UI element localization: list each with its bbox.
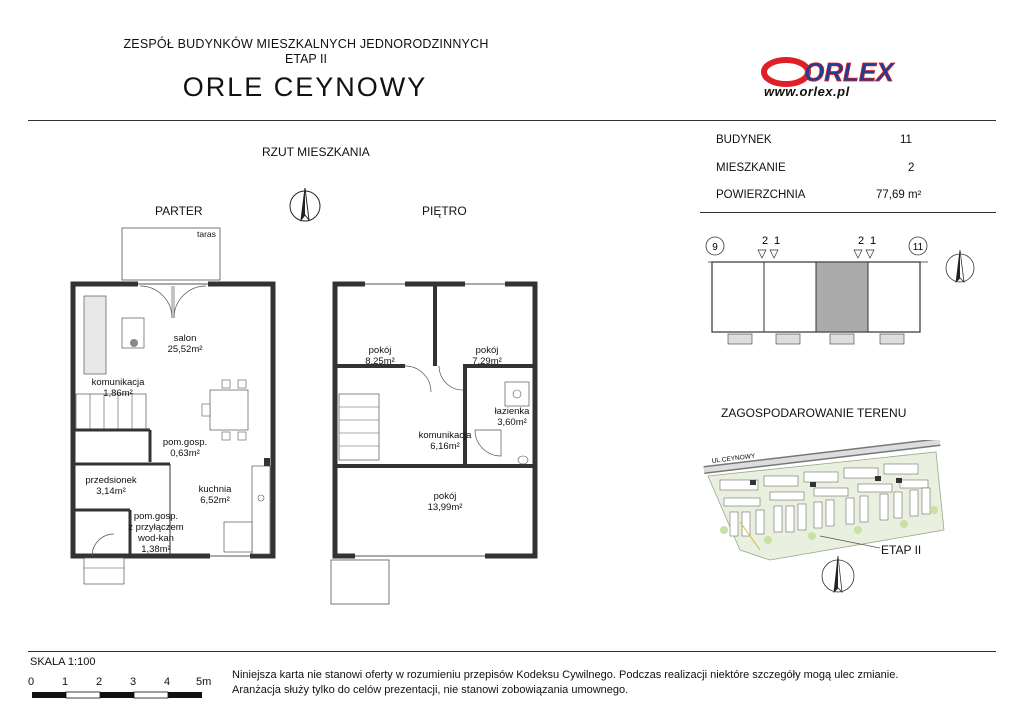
project-subtitle: ZESPÓŁ BUDYNKÓW MIESZKALNYCH JEDNORODZINNYCH xyxy=(123,37,489,51)
room-komunikacja xyxy=(85,377,151,399)
scale-tick: 0 xyxy=(28,676,35,688)
room-area: 0,63m² xyxy=(170,448,200,459)
site-title: ZAGOSPODAROWANIE TERENU xyxy=(721,406,907,420)
room-name: pokój xyxy=(433,491,457,502)
room-name: salon xyxy=(173,333,197,344)
logo-brand: ORLEX xyxy=(804,57,894,87)
room-name: pom.gosp. xyxy=(133,511,179,522)
room-pokoj-1 xyxy=(355,345,405,367)
flat-label: MIESZKANIE xyxy=(716,162,786,174)
room-pokoj-2 xyxy=(462,345,512,367)
room-salon xyxy=(155,333,215,355)
info-rule xyxy=(700,212,996,213)
room-name-2: z przyłączem xyxy=(128,522,184,533)
upper-floor-label: PIĘTRO xyxy=(422,204,467,218)
room-area: 3,14m² xyxy=(96,486,126,497)
room-kuchnia xyxy=(190,484,240,506)
area-value: 77,69 m² xyxy=(876,189,922,201)
terrace-label: taras xyxy=(197,229,216,239)
project-stage: ETAP II xyxy=(285,52,327,66)
room-name: komunikacja xyxy=(91,377,145,388)
site-plan xyxy=(700,440,960,600)
room-name: pokój xyxy=(475,345,499,356)
scale-tick: 3 xyxy=(130,676,137,688)
room-name-3: wod-kan xyxy=(138,533,174,544)
room-pokoj-3 xyxy=(415,491,475,513)
room-area: 1,38m² xyxy=(141,544,171,555)
street-label: UL.CEYNOWY xyxy=(711,452,756,465)
header-rule xyxy=(28,120,996,121)
room-pom-gosp-wod-kan xyxy=(120,511,192,555)
room-area: 6,52m² xyxy=(200,495,230,506)
room-przedsionek xyxy=(80,475,142,497)
scale-tick: 5m xyxy=(196,676,212,688)
stage-label: ETAP II xyxy=(881,543,922,557)
project-title: ORLE CEYNOWY xyxy=(182,72,428,102)
room-area: 6,16m² xyxy=(430,441,460,452)
room-name: łazienka xyxy=(494,406,530,417)
room-lazienka xyxy=(487,406,537,428)
room-pom-gosp xyxy=(155,437,215,459)
diagram-right-number: 11 xyxy=(912,242,924,253)
logo-url: www.orlex.pl xyxy=(764,84,850,99)
scale-ticks xyxy=(28,676,228,690)
scale-tick: 1 xyxy=(62,676,69,688)
ground-floor-label: PARTER xyxy=(155,204,203,218)
room-komunikacja-upper xyxy=(412,430,478,452)
room-name: pom.gosp. xyxy=(162,437,208,448)
disclaimer-line-2: Aranżacja służy tylko do celów prezentacji, nie stanowi zobowiązania umownego. xyxy=(232,684,629,696)
room-name: przedsionek xyxy=(85,475,137,486)
building-diagram xyxy=(700,228,990,358)
building-label: BUDYNEK xyxy=(716,134,772,146)
room-name: pokój xyxy=(368,345,392,356)
diagram-left-number: 9 xyxy=(712,242,718,253)
room-area: 7,29m² xyxy=(472,356,502,367)
room-area: 13,99m² xyxy=(427,502,463,513)
scale-tick: 4 xyxy=(164,676,171,688)
mark-1b: 1 xyxy=(870,235,877,247)
footer-rule xyxy=(28,651,996,652)
area-label: POWIERZCHNIA xyxy=(716,189,806,201)
plan-title: RZUT MIESZKANIA xyxy=(262,145,370,159)
scale-bar xyxy=(30,690,220,702)
room-area: 25,52m² xyxy=(167,344,203,355)
orlex-logo xyxy=(760,56,940,86)
room-area: 1,86m² xyxy=(103,388,133,399)
scale-tick: 2 xyxy=(96,676,103,688)
mark-2a: 2 xyxy=(762,235,769,247)
room-name: komunikacja xyxy=(418,430,472,441)
flat-value: 2 xyxy=(908,162,915,174)
room-area: 8,25m² xyxy=(365,356,395,367)
mark-1a: 1 xyxy=(774,235,781,247)
mark-2b: 2 xyxy=(858,235,865,247)
scale-label: SKALA 1:100 xyxy=(30,656,96,668)
disclaimer-line-1: Niniejsza karta nie stanowi oferty w rozumieniu przepisów Kodeksu Cywilnego. Podczas realizacji niektóre szczegóły mogą ulec zmianie. xyxy=(232,669,899,681)
room-name: kuchnia xyxy=(198,484,232,495)
room-area: 3,60m² xyxy=(497,417,527,428)
north-arrow-icon xyxy=(288,186,322,231)
building-value: 11 xyxy=(900,134,912,146)
